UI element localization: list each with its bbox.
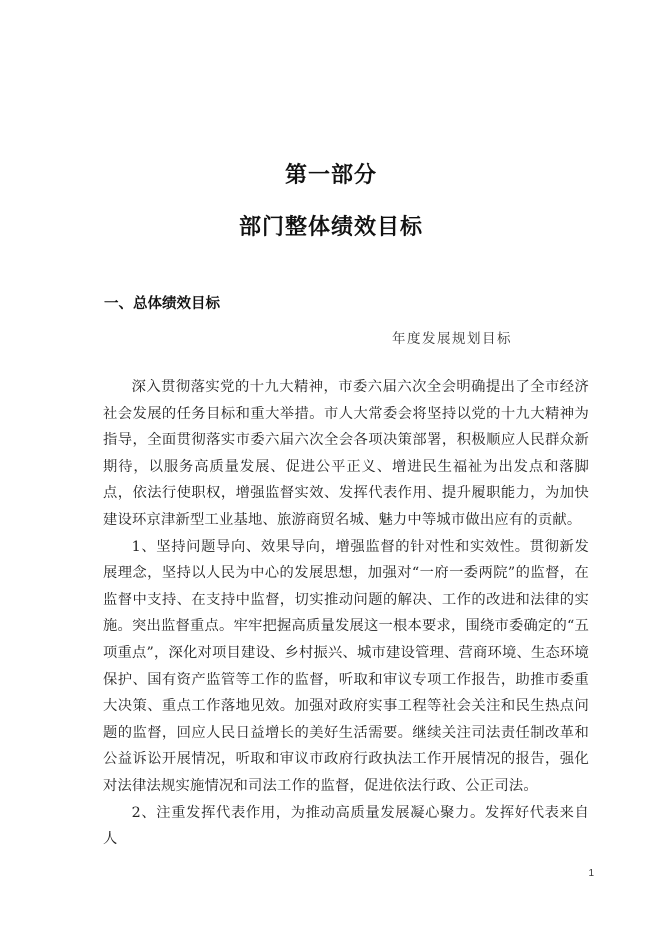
part-title: 第一部分 — [284, 163, 377, 188]
main-title: 部门整体绩效目标 — [238, 215, 423, 240]
paragraph-item-2: 2、注重发挥代表作用，为推动高质量发展凝心聚力。发挥好代表来自人 — [103, 804, 589, 848]
section-heading: 一、总体绩效目标 — [104, 296, 220, 312]
paragraph-item-1: 1、坚持问题导向、效果导向，增强监督的针对性和实效性。贯彻新发展理念，坚持以人民为中心的发展思想，加强对“一府一委两院”的监督，在监督中支持、在支持中监督，切实推动问题的解决、工作的改进和法律的实施。突出监督重点。牢牢把握高质量发展这一根本要求，围绕市委确定的“五项重点”，深化对项目建设、乡村振兴、城市建设管理、营商环境、生态环境保护、国有资产监管等工作的监督，听取和审议专项工作报告，助推市委重大决策、重点工作落地见效。加强对政府实事工程等社会关注和民生热点问题的监督，回应人民日益增长的美好生活需要。继续关注司法责任制改革和公益诉讼开展情况，听取和审议市政府行政执法工作开展情况的报告，强化对法律法规实施情况和司法工作的监督，促进依法行政、公正司法。 — [103, 538, 589, 794]
body-text — [103, 374, 589, 853]
sub-heading: 年度发展规划目标 — [392, 331, 512, 347]
page-number: 1 — [588, 868, 594, 879]
paragraph-intro: 深入贯彻落实党的十九大精神，市委六届六次全会明确提出了全市经济社会发展的任务目标和重大举措。市人大常委会将坚持以党的十九大精神为指导，全面贯彻落实市委六届六次全会各项决策部署，积极顺应人民群众新期待，以服务高质量发展、促进公平正义、增进民生福祉为出发点和落脚点，依法行使职权，增强监督实效、发挥代表作用、提升履职能力，为加快建设环京津新型工业基地、旅游商贸名城、魅力中等城市做出应有的贡献。 — [103, 379, 589, 528]
